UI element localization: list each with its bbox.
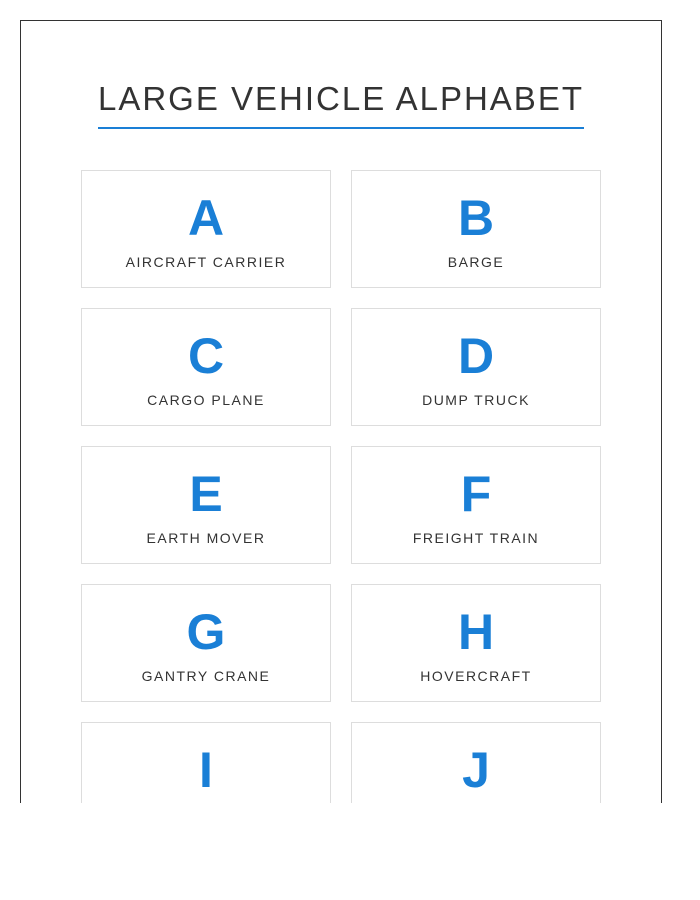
card-letter: A	[187, 190, 225, 246]
vehicle-grid	[81, 170, 601, 803]
card-letter: F	[460, 466, 492, 522]
vehicle-card-i[interactable]	[81, 722, 331, 803]
card-vehicle-name: HOVERCRAFT	[420, 668, 532, 684]
card-vehicle-name: GANTRY CRANE	[141, 668, 271, 684]
card-vehicle-name: AIRCRAFT CARRIER	[125, 254, 287, 270]
card-letter: C	[187, 328, 225, 384]
vehicle-card-f[interactable]	[351, 446, 601, 564]
vehicle-card-a[interactable]	[81, 170, 331, 288]
card-vehicle-name: BARGE	[447, 254, 505, 270]
vehicle-card-e[interactable]	[81, 446, 331, 564]
page-frame	[20, 20, 662, 803]
card-vehicle-name: CARGO PLANE	[147, 392, 265, 408]
card-letter: J	[462, 742, 490, 798]
card-letter: I	[199, 742, 213, 798]
card-vehicle-name: EARTH MOVER	[146, 530, 266, 546]
vehicle-card-d[interactable]	[351, 308, 601, 426]
page-title: LARGE VEHICLE ALPHABET	[98, 81, 584, 129]
card-letter: E	[189, 466, 223, 522]
vehicle-card-b[interactable]	[351, 170, 601, 288]
card-letter: G	[186, 604, 226, 660]
card-letter: B	[457, 190, 495, 246]
page-header	[21, 81, 661, 129]
card-letter: H	[457, 604, 495, 660]
card-vehicle-name: DUMP TRUCK	[422, 392, 530, 408]
vehicle-card-g[interactable]	[81, 584, 331, 702]
vehicle-card-h[interactable]	[351, 584, 601, 702]
card-vehicle-name: FREIGHT TRAIN	[412, 530, 540, 546]
vehicle-card-c[interactable]	[81, 308, 331, 426]
vehicle-card-j[interactable]	[351, 722, 601, 803]
card-letter: D	[457, 328, 495, 384]
